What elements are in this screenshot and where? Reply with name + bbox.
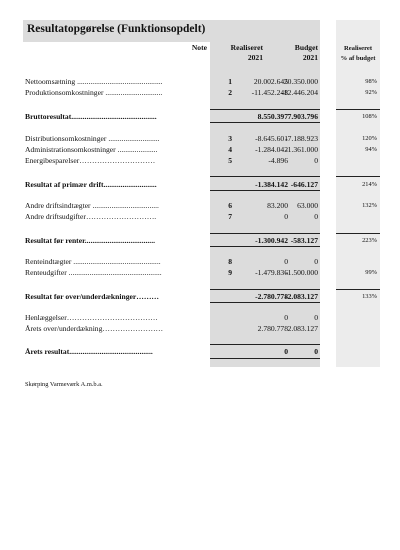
row-percent: 223% bbox=[362, 237, 377, 244]
header-percent-label: Realiseret bbox=[343, 45, 373, 52]
row-realiseret: -1.284.042 bbox=[255, 145, 288, 154]
table-row-subtotal bbox=[25, 111, 380, 122]
row-budget: 0 bbox=[314, 313, 318, 322]
header-realiseret-year: 2021 bbox=[247, 53, 263, 62]
table-row-subtotal bbox=[25, 179, 380, 190]
table-row bbox=[25, 256, 380, 267]
row-realiseret: -8.645.601 bbox=[255, 134, 288, 143]
header-note: Note bbox=[191, 43, 207, 52]
row-realiseret: 8.550.397 bbox=[257, 112, 288, 121]
table-row bbox=[25, 312, 380, 323]
document-title: Resultatopgørelse (Funktionsopdelt) bbox=[27, 23, 206, 35]
subtotal-rule bbox=[210, 176, 320, 177]
row-label: Renteudgifter ................................................. bbox=[25, 268, 162, 277]
row-realiseret: 2.780.778 bbox=[257, 324, 288, 333]
row-label: Distributionsomkostninger ........................... bbox=[25, 134, 160, 143]
row-budget: 0 bbox=[314, 156, 318, 165]
row-note: 6 bbox=[228, 201, 232, 210]
row-label: Andre driftsudgifter………………………. bbox=[25, 212, 157, 221]
subtotal-underline bbox=[210, 190, 320, 191]
row-percent: 214% bbox=[362, 181, 377, 188]
subtotal-underline bbox=[210, 302, 320, 303]
header-realiseret bbox=[210, 43, 263, 63]
row-note: 5 bbox=[228, 156, 232, 165]
total-underline bbox=[210, 358, 320, 359]
row-note: 9 bbox=[228, 268, 232, 277]
row-percent: 92% bbox=[365, 89, 377, 96]
row-percent: 108% bbox=[362, 113, 377, 120]
subtotal-rule bbox=[210, 109, 320, 110]
row-realiseret: -1.384.142 bbox=[255, 180, 288, 189]
row-percent: 99% bbox=[365, 269, 377, 276]
row-budget: 63.000 bbox=[297, 201, 318, 210]
table-row bbox=[25, 155, 380, 166]
subtotal-underline bbox=[210, 246, 320, 247]
table-row bbox=[25, 267, 380, 278]
row-label: Administrationsomkostninger ..................... bbox=[25, 145, 158, 154]
table-row bbox=[25, 200, 380, 211]
row-realiseret: 0 bbox=[284, 313, 288, 322]
row-note: 4 bbox=[228, 145, 232, 154]
row-realiseret: -11.452.248 bbox=[251, 88, 288, 97]
row-budget: -2.083.127 bbox=[285, 292, 318, 301]
row-label: Nettoomsætning ............................................. bbox=[25, 77, 163, 86]
table-row bbox=[25, 144, 380, 155]
row-realiseret: 0 bbox=[284, 257, 288, 266]
row-label: Resultat før renter..................................... bbox=[25, 236, 155, 245]
row-budget: -7.188.923 bbox=[285, 134, 318, 143]
row-label: Energibesparelser………………………… bbox=[25, 156, 156, 165]
row-realiseret: -1.300.942 bbox=[255, 236, 288, 245]
row-percent: 133% bbox=[362, 293, 377, 300]
row-budget: 2.083.127 bbox=[287, 324, 318, 333]
header-budget bbox=[265, 43, 318, 63]
row-percent: 120% bbox=[362, 135, 377, 142]
row-budget: 0 bbox=[314, 212, 318, 221]
row-label: Henlæggelser……………………………… bbox=[25, 313, 158, 322]
row-label: Produktionsomkostninger .............................. bbox=[25, 88, 163, 97]
table-row bbox=[25, 76, 380, 87]
header-budget-label: Budget bbox=[294, 43, 318, 52]
row-percent: 94% bbox=[365, 146, 377, 153]
company-footer: Skørping Varmeværk A.m.b.a. bbox=[25, 381, 103, 388]
row-realiseret: 0 bbox=[284, 212, 288, 221]
header-realiseret-label: Realiseret bbox=[230, 43, 263, 52]
table-row bbox=[25, 87, 380, 98]
row-percent: 98% bbox=[365, 78, 377, 85]
row-note: 7 bbox=[228, 212, 232, 221]
row-realiseret: 20.002.645 bbox=[253, 77, 288, 86]
total-rule bbox=[210, 344, 320, 345]
subtotal-rule bbox=[210, 233, 320, 234]
subtotal-underline bbox=[210, 122, 320, 123]
table-row bbox=[25, 133, 380, 144]
header-percent-sub: % af budget bbox=[340, 55, 376, 62]
row-budget: -1.500.000 bbox=[285, 268, 318, 277]
table-row bbox=[25, 323, 380, 334]
table-row-subtotal bbox=[25, 235, 380, 246]
row-label: Årets resultat............................................ bbox=[25, 347, 153, 356]
row-realiseret: -4.896 bbox=[268, 156, 288, 165]
row-budget: 20.350.000 bbox=[283, 77, 318, 86]
row-note: 8 bbox=[228, 257, 232, 266]
row-label: Andre driftsindtægter ................................... bbox=[25, 201, 159, 210]
row-label: Renteindtægter .............................................. bbox=[25, 257, 161, 266]
row-realiseret: -2.780.778 bbox=[255, 292, 288, 301]
header-budget-year: 2021 bbox=[302, 53, 318, 62]
row-note: 3 bbox=[228, 134, 232, 143]
row-realiseret: -1.479.836 bbox=[255, 268, 288, 277]
row-budget: -12.446.204 bbox=[281, 88, 318, 97]
row-label: Bruttoresultat............................................. bbox=[25, 112, 157, 121]
subtotal-rule-pct bbox=[336, 289, 380, 290]
row-budget: 0 bbox=[314, 347, 318, 356]
subtotal-rule-pct bbox=[336, 109, 380, 110]
row-note: 1 bbox=[228, 77, 232, 86]
row-budget: -583.127 bbox=[290, 236, 318, 245]
row-label: Resultat før over/underdækninger……… bbox=[25, 292, 160, 301]
row-realiseret: 0 bbox=[284, 347, 288, 356]
row-realiseret: 83.200 bbox=[267, 201, 288, 210]
row-budget: 0 bbox=[314, 257, 318, 266]
subtotal-rule-pct bbox=[336, 233, 380, 234]
row-budget: -1.361.000 bbox=[285, 145, 318, 154]
subtotal-rule-pct bbox=[336, 176, 380, 177]
row-budget: -646.127 bbox=[290, 180, 318, 189]
subtotal-rule bbox=[210, 289, 320, 290]
table-row bbox=[25, 211, 380, 222]
row-budget: 7.903.796 bbox=[287, 112, 318, 121]
header-percent bbox=[336, 44, 380, 64]
table-row-total bbox=[25, 346, 380, 357]
table-row-subtotal bbox=[25, 291, 380, 302]
row-note: 2 bbox=[228, 88, 232, 97]
row-label: Årets over/underdækning…………………… bbox=[25, 324, 164, 333]
row-label: Resultat af primær drift............................ bbox=[25, 180, 157, 189]
row-percent: 132% bbox=[362, 202, 377, 209]
